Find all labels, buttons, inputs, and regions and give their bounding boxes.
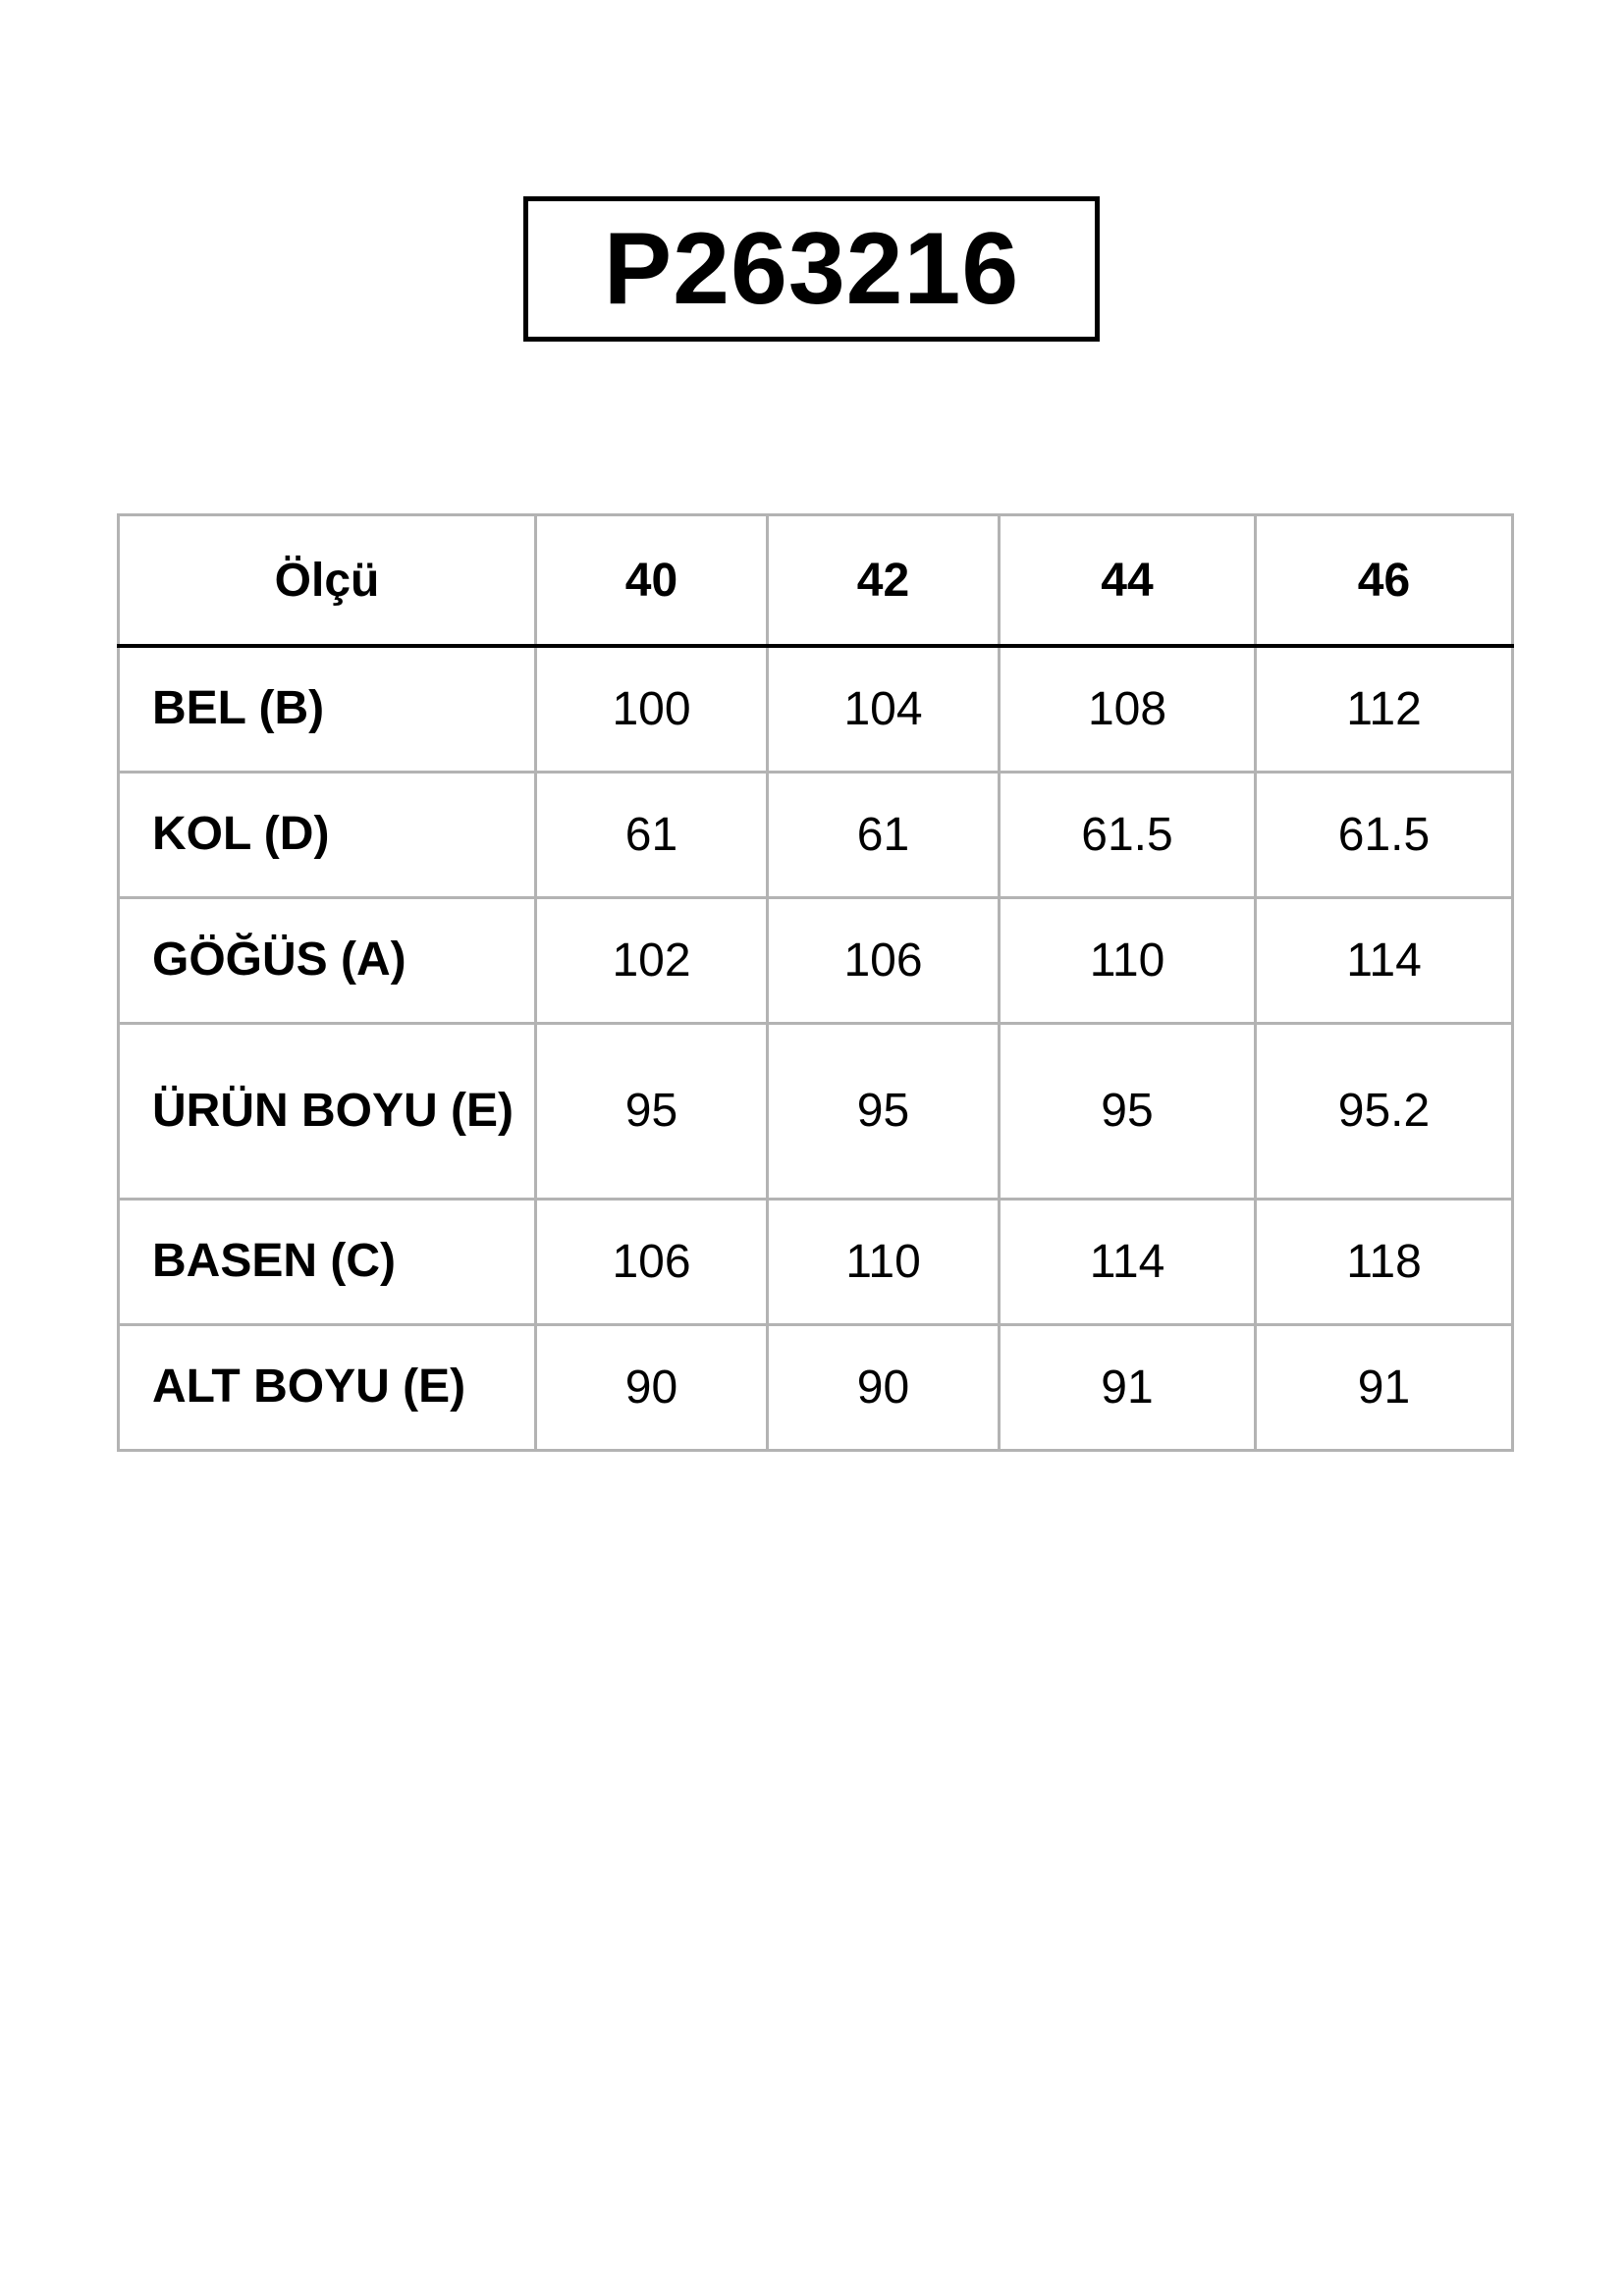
row-value: 90 [768, 1324, 1000, 1450]
row-value: 110 [1000, 897, 1256, 1023]
table-header-row [119, 515, 1513, 647]
row-value: 61.5 [1000, 772, 1256, 897]
row-value: 106 [536, 1199, 768, 1324]
table-row [119, 646, 1513, 772]
product-code: P263216 [603, 212, 1020, 326]
header-measure-label: Ölçü [119, 515, 536, 647]
row-value: 61 [768, 772, 1000, 897]
row-value: 110 [768, 1199, 1000, 1324]
row-value: 118 [1256, 1199, 1513, 1324]
header-size-44: 44 [1000, 515, 1256, 647]
row-value: 106 [768, 897, 1000, 1023]
row-label: BEL (B) [119, 646, 536, 772]
row-value: 104 [768, 646, 1000, 772]
row-value: 100 [536, 646, 768, 772]
row-value: 114 [1000, 1199, 1256, 1324]
row-value: 95 [768, 1023, 1000, 1199]
row-label: BASEN (C) [119, 1199, 536, 1324]
table-row [119, 1199, 1513, 1324]
row-label: GÖĞÜS (A) [119, 897, 536, 1023]
table-row [119, 897, 1513, 1023]
row-value: 90 [536, 1324, 768, 1450]
row-value: 61.5 [1256, 772, 1513, 897]
row-value: 95 [1000, 1023, 1256, 1199]
row-value: 112 [1256, 646, 1513, 772]
table-row [119, 772, 1513, 897]
table-row [119, 1023, 1513, 1199]
row-value: 102 [536, 897, 768, 1023]
product-code-box [523, 196, 1100, 342]
row-value: 95 [536, 1023, 768, 1199]
row-value: 91 [1000, 1324, 1256, 1450]
row-value: 108 [1000, 646, 1256, 772]
row-value: 114 [1256, 897, 1513, 1023]
row-value: 95.2 [1256, 1023, 1513, 1199]
header-size-46: 46 [1256, 515, 1513, 647]
row-label: ÜRÜN BOYU (E) [119, 1023, 536, 1199]
row-value: 91 [1256, 1324, 1513, 1450]
header-size-40: 40 [536, 515, 768, 647]
size-chart-table [117, 513, 1514, 1452]
row-label: ALT BOYU (E) [119, 1324, 536, 1450]
row-value: 61 [536, 772, 768, 897]
table-row [119, 1324, 1513, 1450]
row-label: KOL (D) [119, 772, 536, 897]
header-size-42: 42 [768, 515, 1000, 647]
